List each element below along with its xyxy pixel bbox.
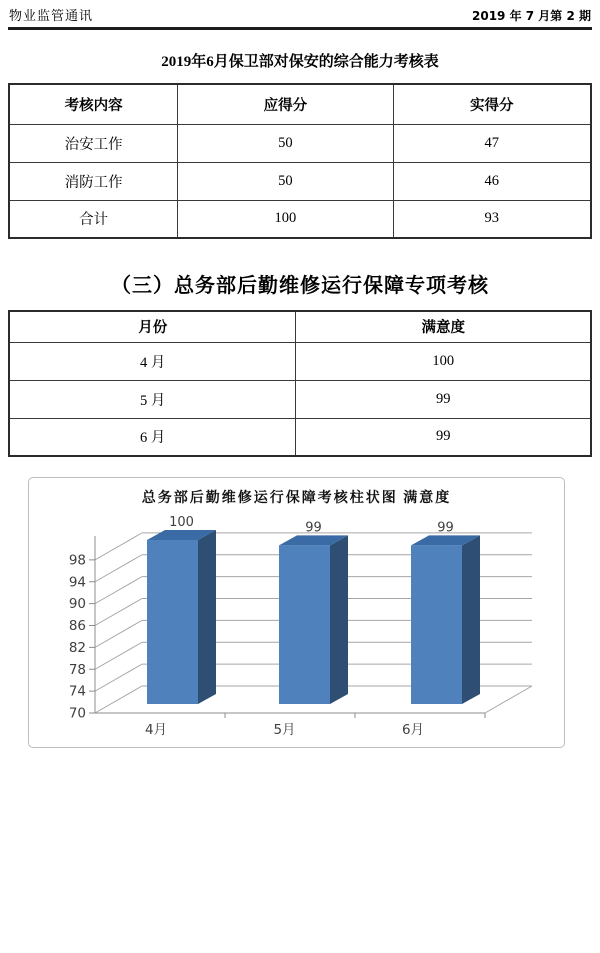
masthead <box>0 0 600 26</box>
table-row <box>9 342 591 380</box>
table-header-row <box>9 311 591 342</box>
y-tick-label: 74 <box>68 683 86 700</box>
y-tick-labels <box>69 552 86 721</box>
bar-value-label: 100 <box>169 514 194 530</box>
bar-side-face <box>198 530 216 704</box>
bar-chart <box>28 477 565 748</box>
table-cell: 治安工作 <box>9 124 178 162</box>
table-cell: 合计 <box>9 200 178 238</box>
bar-side-face <box>330 535 348 704</box>
table-header-row <box>9 84 591 124</box>
category-label: 5月 <box>273 722 296 738</box>
gridline-diagonal <box>95 642 142 669</box>
floor-right-edge <box>485 686 532 713</box>
security-table-title: 2019年6月保卫部对保安的综合能力考核表 <box>161 54 439 70</box>
bar-front-face <box>279 545 330 704</box>
table-row <box>9 380 591 418</box>
table-cell: 4 月 <box>9 342 296 380</box>
table-cell: 50 <box>178 124 393 162</box>
y-tick-label: 94 <box>68 574 86 591</box>
gridline-diagonal <box>95 620 142 647</box>
gridline-diagonal <box>95 555 142 582</box>
category-labels <box>145 722 424 738</box>
satisfaction-table <box>8 310 592 457</box>
issue-number: 2019 年 7 月第 2 期 <box>472 9 591 23</box>
table-row <box>9 162 591 200</box>
table-cell: 46 <box>393 162 591 200</box>
y-tick-label: 86 <box>68 618 86 634</box>
table-header-cell: 满意度 <box>296 311 591 342</box>
category-label: 6月 <box>401 722 425 738</box>
table-cell: 99 <box>296 418 591 456</box>
chart-title: 总务部后勤维修运行保障考核柱状图 满意度 <box>141 491 452 506</box>
table-cell: 93 <box>393 200 591 238</box>
section-heading: （三）总务部后勤维修运行保障专项考核 <box>111 275 489 297</box>
table-cell: 100 <box>296 342 591 380</box>
table-cell: 50 <box>178 162 393 200</box>
security-assessment-table <box>8 83 592 239</box>
bar-value-label: 99 <box>305 520 322 536</box>
y-tick-label: 70 <box>68 705 86 722</box>
table-header-cell: 月份 <box>9 311 296 342</box>
y-tick-label: 82 <box>68 639 86 656</box>
publication-title: 物业监管通讯 <box>9 8 94 23</box>
y-tick-label: 98 <box>68 552 86 569</box>
chart-canvas <box>29 478 564 747</box>
gridline-diagonal <box>95 599 142 626</box>
table-cell: 消防工作 <box>9 162 178 200</box>
table-header-cell: 实得分 <box>393 84 591 124</box>
bar-side-face <box>462 535 480 704</box>
table-row <box>9 200 591 238</box>
table-cell: 47 <box>393 124 591 162</box>
table-cell: 99 <box>296 380 591 418</box>
bar-front-face <box>411 545 462 704</box>
bar-4月 <box>147 515 216 704</box>
gridline-diagonal <box>95 664 142 691</box>
bar-5月 <box>279 520 348 704</box>
y-tick-label: 78 <box>68 661 86 678</box>
table-row <box>9 124 591 162</box>
category-label: 4月 <box>144 722 168 738</box>
gridline-diagonal <box>95 577 142 604</box>
table-cell: 5 月 <box>9 380 296 418</box>
masthead-divider <box>8 27 592 30</box>
gridline-diagonal <box>95 533 142 560</box>
gridline-diagonal <box>95 686 142 713</box>
bar-value-label: 99 <box>437 520 454 536</box>
table-header-cell: 应得分 <box>178 84 393 124</box>
table-row <box>9 418 591 456</box>
bar-front-face <box>147 540 198 704</box>
table-cell: 6 月 <box>9 418 296 456</box>
bar-6月 <box>411 520 480 704</box>
table-cell: 100 <box>178 200 393 238</box>
table-header-cell: 考核内容 <box>9 84 178 124</box>
y-tick-label: 90 <box>68 596 86 613</box>
